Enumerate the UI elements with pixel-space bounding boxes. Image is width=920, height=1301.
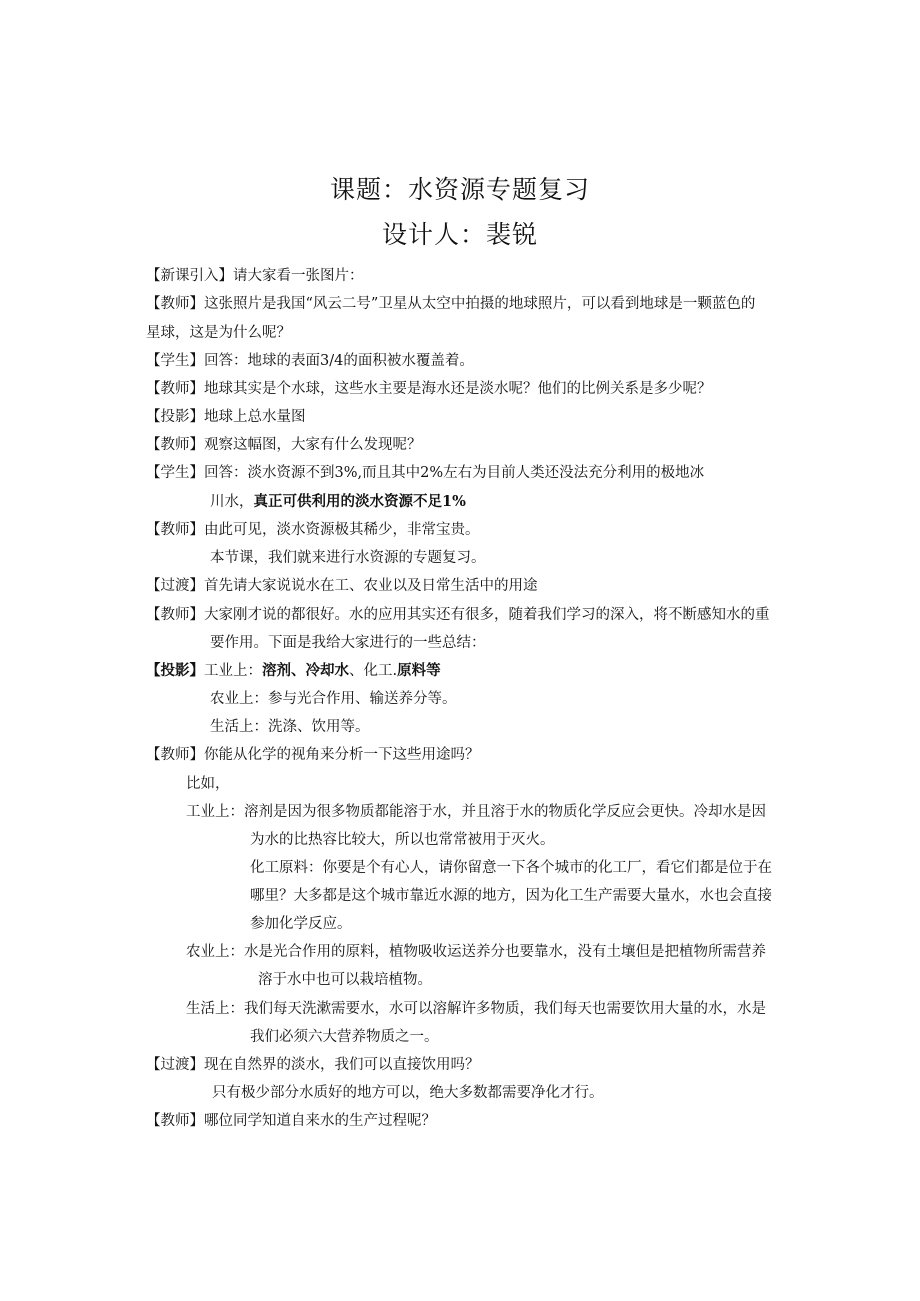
text-line: 生活上：我们每天洗漱需要水，水可以溶解许多物质，我们每天也需要饮用大量的水，水是: [186, 1001, 766, 1017]
text-line: 参加化学反应。: [250, 916, 352, 932]
text-line: 溶于水中也可以栽培植物。: [258, 972, 432, 988]
text-line: 化工原料：你要是个有心人，请你留意一下各个城市的化工厂，看它们都是位于在: [250, 860, 772, 876]
text-line: 【教师】这张照片是我国“风云二号”卫星从太空中拍摄的地球照片，可以看到地球是一颗蓝色的: [146, 296, 756, 312]
text-line: [210, 492, 466, 512]
label-tag: 【投影】: [146, 662, 204, 679]
text-line: 【过渡】首先请大家说说水在工、农业以及日常生活中的用途: [146, 578, 538, 594]
text-line: 【过渡】现在自然界的淡水，我们可以直接饮用吗？: [146, 1057, 480, 1073]
text-span: 工业上：: [204, 663, 262, 679]
text-line: 【学生】回答：淡水资源不到3%,而且其中2%左右为目前人类还没法充分利用的极地冰: [146, 465, 705, 481]
text-line: 【教师】大家刚才说的都很好。水的应用其实还有很多，随着我们学习的深入，将不断感知水的重: [146, 607, 770, 623]
text-line: 农业上：参与光合作用、输送养分等。: [210, 691, 457, 707]
text-line: 生活上：洗涤、饮用等。: [210, 719, 370, 735]
text-line: 只有极少部分水质好的地方可以，绝大多数都需要净化才行。: [212, 1085, 604, 1101]
text-line: 工业上：溶剂是因为很多物质都能溶于水，并且溶于水的物质化学反应会更快。冷却水是因: [186, 804, 766, 820]
text-line: 比如，: [186, 776, 230, 792]
text-line: 【教师】观察这幅图，大家有什么发现呢？: [146, 437, 422, 453]
emphasis-text: 原料等: [397, 662, 441, 679]
text-span: 川水，: [210, 494, 254, 510]
text-line: 本节课，我们就来进行水资源的专题复习。: [210, 550, 486, 566]
text-line: 【新课引入】请大家看一张图片：: [146, 268, 364, 284]
text-span: 、化工.: [349, 663, 398, 679]
text-line: 【学生】回答：地球的表面3/4的面积被水覆盖着。: [146, 353, 474, 369]
emphasis-text: 溶剂、冷却水: [262, 662, 349, 679]
text-line: 【教师】由此可见，淡水资源极其稀少，非常宝贵。: [146, 522, 480, 538]
page-title: 课题：水资源专题复习: [329, 175, 590, 204]
emphasis-text: 真正可供利用的淡水资源不足1%: [253, 493, 466, 510]
text-line: 【投影】地球上总水量图: [146, 409, 306, 425]
text-line: 我们必须六大营养物质之一。: [250, 1029, 439, 1045]
text-line: 【教师】哪位同学知道自来水的生产过程呢？: [146, 1113, 436, 1129]
text-line: 要作用。下面是我给大家进行的一些总结：: [210, 635, 486, 651]
text-line: 星球，这是为什么呢？: [146, 325, 291, 341]
text-line: 哪里？大多都是这个城市靠近水源的地方，因为化工生产需要大量水，水也会直接: [250, 888, 772, 904]
text-line: 【教师】地球其实是个水球，这些水主要是海水还是淡水呢？他们的比例关系是多少呢？: [146, 381, 712, 397]
text-line: 农业上：水是光合作用的原料，植物吸收运送养分也要靠水，没有土壤但是把植物所需营养: [186, 944, 766, 960]
text-line: 【教师】你能从化学的视角来分析一下这些用途吗？: [146, 747, 480, 763]
designer-line: 设计人：裴锐: [381, 220, 538, 249]
text-line: [146, 661, 441, 681]
text-line: 为水的比热容比较大，所以也常常被用于灭火。: [250, 832, 555, 848]
